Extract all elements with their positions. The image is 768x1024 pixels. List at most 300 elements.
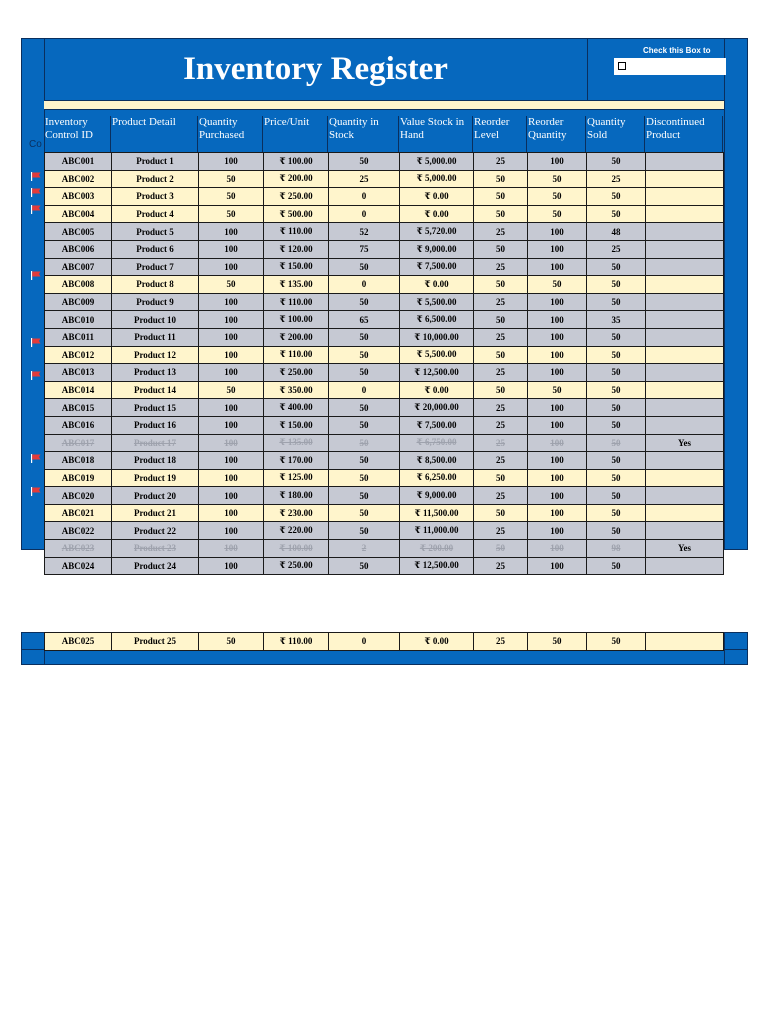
cell-qty-purchased[interactable]: 50	[199, 188, 264, 206]
cell-price-unit[interactable]: ₹ 110.00	[264, 633, 329, 651]
flag-icon	[31, 487, 41, 496]
cell-reorder-qty[interactable]: 100	[528, 399, 587, 417]
cell-product-detail[interactable]: Product 11	[112, 328, 199, 346]
flag-icon	[31, 338, 41, 347]
cell-control-id[interactable]: ABC018	[45, 452, 112, 470]
cell-reorder-level[interactable]: 50	[474, 346, 528, 364]
cell-qty-purchased[interactable]: 100	[199, 434, 264, 452]
header-price-unit[interactable]: Price/Unit	[263, 116, 328, 152]
cell-price-unit[interactable]: ₹ 500.00	[264, 205, 329, 223]
cell-discontinued[interactable]	[646, 188, 724, 206]
cell-reorder-qty[interactable]: 50	[528, 381, 587, 399]
cell-discontinued[interactable]	[646, 416, 724, 434]
cell-product-detail[interactable]: Product 22	[112, 522, 199, 540]
cell-discontinued[interactable]	[646, 293, 724, 311]
cell-qty-in-stock[interactable]: 0	[329, 381, 400, 399]
cell-price-unit[interactable]: ₹ 350.00	[264, 381, 329, 399]
cell-control-id[interactable]: ABC020	[45, 487, 112, 505]
cell-control-id[interactable]: ABC005	[45, 223, 112, 241]
table-row[interactable]	[45, 188, 724, 206]
cell-reorder-qty[interactable]: 100	[528, 434, 587, 452]
cell-qty-sold[interactable]: 50	[587, 188, 646, 206]
cell-reorder-level[interactable]: 50	[474, 540, 528, 558]
cell-product-detail[interactable]: Product 16	[112, 416, 199, 434]
cell-reorder-level[interactable]: 25	[474, 153, 528, 171]
cell-qty-purchased[interactable]: 50	[199, 170, 264, 188]
cell-discontinued[interactable]	[646, 522, 724, 540]
cell-value-stock[interactable]: ₹ 200.00	[400, 540, 474, 558]
cell-qty-in-stock[interactable]: 50	[329, 293, 400, 311]
cell-product-detail[interactable]: Product 9	[112, 293, 199, 311]
cell-qty-purchased[interactable]: 100	[199, 540, 264, 558]
cell-discontinued[interactable]	[646, 205, 724, 223]
cell-qty-in-stock[interactable]: 50	[329, 504, 400, 522]
cell-qty-sold[interactable]: 50	[587, 328, 646, 346]
cell-reorder-qty[interactable]: 50	[528, 188, 587, 206]
cell-qty-in-stock[interactable]: 50	[329, 364, 400, 382]
cell-reorder-level[interactable]: 50	[474, 188, 528, 206]
cell-discontinued[interactable]	[646, 276, 724, 294]
cell-qty-in-stock[interactable]: 2	[329, 540, 400, 558]
cell-price-unit[interactable]: ₹ 400.00	[264, 399, 329, 417]
cell-price-unit[interactable]: ₹ 200.00	[264, 328, 329, 346]
cell-reorder-qty[interactable]: 100	[528, 240, 587, 258]
cell-qty-in-stock[interactable]: 75	[329, 240, 400, 258]
cell-reorder-level[interactable]: 25	[474, 328, 528, 346]
cell-value-stock[interactable]: ₹ 5,720.00	[400, 223, 474, 241]
cell-qty-in-stock[interactable]: 0	[329, 205, 400, 223]
table-row[interactable]	[45, 381, 724, 399]
cell-qty-purchased[interactable]: 100	[199, 504, 264, 522]
cell-control-id[interactable]: ABC010	[45, 311, 112, 329]
flag-icon	[31, 371, 41, 380]
cell-qty-purchased[interactable]: 100	[199, 522, 264, 540]
cell-price-unit[interactable]: ₹ 180.00	[264, 487, 329, 505]
page-title: Inventory Register	[183, 50, 448, 87]
header-qty-in-stock[interactable]: Quantity in Stock	[328, 116, 399, 152]
cell-qty-purchased[interactable]: 100	[199, 452, 264, 470]
cell-discontinued[interactable]: Yes	[646, 540, 724, 558]
cell-discontinued[interactable]	[646, 504, 724, 522]
cell-discontinued[interactable]	[646, 469, 724, 487]
cell-qty-sold[interactable]: 50	[587, 487, 646, 505]
cell-product-detail[interactable]: Product 5	[112, 223, 199, 241]
table-row[interactable]	[45, 276, 724, 294]
cell-qty-in-stock[interactable]: 50	[329, 399, 400, 417]
cell-price-unit[interactable]: ₹ 110.00	[264, 293, 329, 311]
table-row[interactable]	[45, 487, 724, 505]
cell-value-stock[interactable]: ₹ 7,500.00	[400, 258, 474, 276]
cell-value-stock[interactable]: ₹ 6,500.00	[400, 311, 474, 329]
cell-qty-sold[interactable]: 35	[587, 311, 646, 329]
table-row[interactable]	[45, 399, 724, 417]
cell-qty-in-stock[interactable]: 50	[329, 452, 400, 470]
cell-reorder-qty[interactable]: 100	[528, 311, 587, 329]
cell-qty-in-stock[interactable]: 52	[329, 223, 400, 241]
cell-qty-sold[interactable]: 25	[587, 170, 646, 188]
cell-reorder-level[interactable]: 25	[474, 557, 528, 575]
cell-price-unit[interactable]: ₹ 135.00	[264, 434, 329, 452]
flag-icon	[31, 454, 41, 463]
cell-control-id[interactable]: ABC011	[45, 328, 112, 346]
cell-reorder-qty[interactable]: 50	[528, 276, 587, 294]
cell-control-id[interactable]: ABC024	[45, 557, 112, 575]
cell-control-id[interactable]: ABC017	[45, 434, 112, 452]
cell-discontinued[interactable]	[646, 223, 724, 241]
cell-control-id[interactable]: ABC001	[45, 153, 112, 171]
cell-reorder-level[interactable]: 50	[474, 469, 528, 487]
table-row[interactable]	[45, 170, 724, 188]
cell-reorder-level[interactable]: 25	[474, 416, 528, 434]
cell-product-detail[interactable]: Product 18	[112, 452, 199, 470]
cell-value-stock[interactable]: ₹ 5,500.00	[400, 293, 474, 311]
header-control-id[interactable]: Inventory Control ID	[44, 116, 111, 152]
cell-product-detail[interactable]: Product 1	[112, 153, 199, 171]
flag-icon	[31, 172, 41, 181]
cell-reorder-qty[interactable]: 100	[528, 540, 587, 558]
cell-product-detail[interactable]: Product 4	[112, 205, 199, 223]
cell-qty-sold[interactable]: 50	[587, 153, 646, 171]
cell-control-id[interactable]: ABC006	[45, 240, 112, 258]
cell-reorder-qty[interactable]: 100	[528, 522, 587, 540]
cell-product-detail[interactable]: Product 24	[112, 557, 199, 575]
cell-value-stock[interactable]: ₹ 6,750.00	[400, 434, 474, 452]
table-row[interactable]	[45, 240, 724, 258]
table-row[interactable]	[45, 223, 724, 241]
cell-product-detail[interactable]: Product 6	[112, 240, 199, 258]
cell-price-unit[interactable]: ₹ 120.00	[264, 240, 329, 258]
cell-reorder-qty[interactable]: 100	[528, 487, 587, 505]
cell-reorder-qty[interactable]: 100	[528, 328, 587, 346]
cell-discontinued[interactable]	[646, 364, 724, 382]
cell-product-detail[interactable]: Product 13	[112, 364, 199, 382]
cell-reorder-level[interactable]: 25	[474, 452, 528, 470]
cell-control-id[interactable]: ABC013	[45, 364, 112, 382]
cell-qty-purchased[interactable]: 100	[199, 399, 264, 417]
cell-value-stock[interactable]: ₹ 9,000.00	[400, 487, 474, 505]
cell-value-stock[interactable]: ₹ 11,000.00	[400, 522, 474, 540]
header-value-stock[interactable]: Value Stock in Hand	[399, 116, 473, 152]
cell-discontinued[interactable]	[646, 258, 724, 276]
cell-qty-in-stock[interactable]: 0	[329, 633, 400, 651]
cell-product-detail[interactable]: Product 19	[112, 469, 199, 487]
cell-discontinued[interactable]	[646, 170, 724, 188]
cell-value-stock[interactable]: ₹ 5,000.00	[400, 153, 474, 171]
table-row[interactable]	[45, 153, 724, 171]
cell-qty-purchased[interactable]: 100	[199, 346, 264, 364]
table-row[interactable]	[45, 205, 724, 223]
cell-reorder-qty[interactable]: 100	[528, 504, 587, 522]
cell-reorder-level[interactable]: 50	[474, 276, 528, 294]
cell-reorder-qty[interactable]: 100	[528, 364, 587, 382]
cell-value-stock[interactable]: ₹ 0.00	[400, 276, 474, 294]
cell-reorder-level[interactable]: 25	[474, 434, 528, 452]
table-row[interactable]	[45, 522, 724, 540]
cell-qty-in-stock[interactable]: 50	[329, 258, 400, 276]
flag-icon	[31, 205, 41, 214]
cell-qty-in-stock[interactable]: 50	[329, 153, 400, 171]
cell-reorder-level[interactable]: 50	[474, 205, 528, 223]
cell-price-unit[interactable]: ₹ 200.00	[264, 170, 329, 188]
cell-product-detail[interactable]: Product 15	[112, 399, 199, 417]
header-qty-sold[interactable]: Quantity Sold	[586, 116, 645, 152]
cell-reorder-qty[interactable]: 100	[528, 416, 587, 434]
checkbox-cell[interactable]	[614, 58, 726, 75]
cell-value-stock[interactable]: ₹ 0.00	[400, 205, 474, 223]
cell-price-unit[interactable]: ₹ 135.00	[264, 276, 329, 294]
cell-qty-sold[interactable]: 50	[587, 293, 646, 311]
header-qty-purchased[interactable]: Quantity Purchased	[198, 116, 263, 152]
cell-reorder-level[interactable]: 25	[474, 522, 528, 540]
cell-product-detail[interactable]: Product 3	[112, 188, 199, 206]
inventory-table-bottom	[44, 632, 724, 651]
cell-qty-in-stock[interactable]: 50	[329, 469, 400, 487]
table-row[interactable]	[45, 416, 724, 434]
cell-reorder-qty[interactable]: 100	[528, 469, 587, 487]
cell-discontinued[interactable]	[646, 487, 724, 505]
cell-price-unit[interactable]: ₹ 250.00	[264, 557, 329, 575]
cell-qty-purchased[interactable]: 100	[199, 258, 264, 276]
cell-qty-purchased[interactable]: 50	[199, 276, 264, 294]
cell-value-stock[interactable]: ₹ 12,500.00	[400, 364, 474, 382]
header-reorder-qty[interactable]: Reorder Quantity	[527, 116, 586, 152]
cell-product-detail[interactable]: Product 7	[112, 258, 199, 276]
table-row[interactable]	[45, 328, 724, 346]
table-row[interactable]	[45, 452, 724, 470]
cell-discontinued[interactable]	[646, 153, 724, 171]
checkbox-label: Check this Box to	[643, 46, 711, 55]
cell-value-stock[interactable]: ₹ 20,000.00	[400, 399, 474, 417]
cell-product-detail[interactable]: Product 10	[112, 311, 199, 329]
cell-value-stock[interactable]: ₹ 10,000.00	[400, 328, 474, 346]
cell-qty-purchased[interactable]: 50	[199, 381, 264, 399]
cell-control-id[interactable]: ABC015	[45, 399, 112, 417]
cell-price-unit[interactable]: ₹ 110.00	[264, 223, 329, 241]
cell-qty-sold[interactable]: 50	[587, 381, 646, 399]
cell-reorder-level[interactable]: 25	[474, 633, 528, 651]
cell-qty-sold[interactable]: 50	[587, 399, 646, 417]
cell-discontinued[interactable]	[646, 346, 724, 364]
cell-control-id[interactable]: ABC023	[45, 540, 112, 558]
cell-qty-purchased[interactable]: 100	[199, 240, 264, 258]
cell-price-unit[interactable]: ₹ 125.00	[264, 469, 329, 487]
cell-value-stock[interactable]: ₹ 0.00	[400, 633, 474, 651]
cell-discontinued[interactable]	[646, 399, 724, 417]
cell-qty-in-stock[interactable]: 50	[329, 416, 400, 434]
discontinued-checkbox[interactable]	[618, 62, 626, 70]
cell-reorder-qty[interactable]: 100	[528, 346, 587, 364]
cell-reorder-qty[interactable]: 50	[528, 633, 587, 651]
cell-price-unit[interactable]: ₹ 170.00	[264, 452, 329, 470]
cell-qty-sold[interactable]: 50	[587, 633, 646, 651]
cell-reorder-level[interactable]: 25	[474, 364, 528, 382]
table-row[interactable]	[45, 504, 724, 522]
cell-reorder-level[interactable]: 50	[474, 240, 528, 258]
cell-discontinued[interactable]	[646, 240, 724, 258]
cell-value-stock[interactable]: ₹ 6,250.00	[400, 469, 474, 487]
cell-reorder-level[interactable]: 25	[474, 487, 528, 505]
cell-price-unit[interactable]: ₹ 220.00	[264, 522, 329, 540]
cell-qty-in-stock[interactable]: 65	[329, 311, 400, 329]
cell-control-id[interactable]: ABC019	[45, 469, 112, 487]
cell-control-id[interactable]: ABC002	[45, 170, 112, 188]
cell-reorder-qty[interactable]: 100	[528, 452, 587, 470]
cell-control-id[interactable]: ABC022	[45, 522, 112, 540]
table-row[interactable]	[45, 633, 724, 651]
cell-qty-sold[interactable]: 25	[587, 240, 646, 258]
cell-qty-purchased[interactable]: 100	[199, 487, 264, 505]
cell-qty-in-stock[interactable]: 0	[329, 276, 400, 294]
cell-reorder-level[interactable]: 25	[474, 258, 528, 276]
cell-value-stock[interactable]: ₹ 5,000.00	[400, 170, 474, 188]
table-row[interactable]	[45, 557, 724, 575]
cell-reorder-level[interactable]: 25	[474, 399, 528, 417]
cell-price-unit[interactable]: ₹ 100.00	[264, 540, 329, 558]
cell-control-id[interactable]: ABC003	[45, 188, 112, 206]
cell-product-detail[interactable]: Product 21	[112, 504, 199, 522]
cell-qty-sold[interactable]: 50	[587, 469, 646, 487]
cell-value-stock[interactable]: ₹ 7,500.00	[400, 416, 474, 434]
cell-qty-purchased[interactable]: 100	[199, 223, 264, 241]
cell-reorder-qty[interactable]: 50	[528, 205, 587, 223]
corner-label: Co	[29, 139, 42, 150]
cell-reorder-qty[interactable]: 100	[528, 223, 587, 241]
cell-reorder-level[interactable]: 50	[474, 504, 528, 522]
table-row[interactable]	[45, 364, 724, 382]
cell-qty-purchased[interactable]: 50	[199, 205, 264, 223]
cell-control-id[interactable]: ABC007	[45, 258, 112, 276]
cell-control-id[interactable]: ABC012	[45, 346, 112, 364]
cell-control-id[interactable]: ABC014	[45, 381, 112, 399]
cell-qty-sold[interactable]: 98	[587, 540, 646, 558]
cell-discontinued[interactable]	[646, 328, 724, 346]
table-row[interactable]	[45, 311, 724, 329]
header-product-detail[interactable]: Product Detail	[111, 116, 198, 152]
table-row[interactable]	[45, 469, 724, 487]
cell-qty-in-stock[interactable]: 50	[329, 346, 400, 364]
cell-product-detail[interactable]: Product 8	[112, 276, 199, 294]
cell-discontinued[interactable]	[646, 633, 724, 651]
cell-qty-sold[interactable]: 50	[587, 346, 646, 364]
cell-price-unit[interactable]: ₹ 150.00	[264, 416, 329, 434]
table-row[interactable]	[45, 434, 724, 452]
cell-qty-sold[interactable]: 50	[587, 522, 646, 540]
cell-qty-purchased[interactable]: 100	[199, 153, 264, 171]
cell-reorder-qty[interactable]: 100	[528, 293, 587, 311]
cell-reorder-level[interactable]: 25	[474, 223, 528, 241]
table-row[interactable]	[45, 540, 724, 558]
cell-product-detail[interactable]: Product 2	[112, 170, 199, 188]
table-row[interactable]	[45, 258, 724, 276]
right-gutter-line	[724, 38, 725, 550]
cell-value-stock[interactable]: ₹ 11,500.00	[400, 504, 474, 522]
cell-control-id[interactable]: ABC021	[45, 504, 112, 522]
table-row[interactable]	[45, 293, 724, 311]
cell-reorder-level[interactable]: 25	[474, 293, 528, 311]
cell-control-id[interactable]: ABC009	[45, 293, 112, 311]
cell-price-unit[interactable]: ₹ 230.00	[264, 504, 329, 522]
cell-qty-in-stock[interactable]: 25	[329, 170, 400, 188]
cell-qty-sold[interactable]: 50	[587, 504, 646, 522]
cell-product-detail[interactable]: Product 17	[112, 434, 199, 452]
flag-icon	[31, 188, 41, 197]
header-reorder-level[interactable]: Reorder Level	[473, 116, 527, 152]
cell-product-detail[interactable]: Product 12	[112, 346, 199, 364]
cell-value-stock[interactable]: ₹ 9,000.00	[400, 240, 474, 258]
cell-value-stock[interactable]: ₹ 8,500.00	[400, 452, 474, 470]
cell-value-stock[interactable]: ₹ 12,500.00	[400, 557, 474, 575]
cell-qty-purchased[interactable]: 100	[199, 293, 264, 311]
cell-qty-sold[interactable]: 50	[587, 364, 646, 382]
cell-qty-purchased[interactable]: 100	[199, 311, 264, 329]
cell-product-detail[interactable]: Product 23	[112, 540, 199, 558]
cell-price-unit[interactable]: ₹ 100.00	[264, 311, 329, 329]
cell-reorder-level[interactable]: 50	[474, 381, 528, 399]
cell-qty-sold[interactable]: 48	[587, 223, 646, 241]
cell-discontinued[interactable]	[646, 557, 724, 575]
cell-control-id[interactable]: ABC004	[45, 205, 112, 223]
cell-value-stock[interactable]: ₹ 0.00	[400, 188, 474, 206]
cell-qty-in-stock[interactable]: 50	[329, 487, 400, 505]
cell-qty-in-stock[interactable]: 0	[329, 188, 400, 206]
cell-reorder-qty[interactable]: 100	[528, 153, 587, 171]
cell-qty-sold[interactable]: 50	[587, 205, 646, 223]
cell-qty-in-stock[interactable]: 50	[329, 522, 400, 540]
cell-discontinued[interactable]: Yes	[646, 434, 724, 452]
cell-qty-purchased[interactable]: 100	[199, 328, 264, 346]
cell-reorder-qty[interactable]: 50	[528, 170, 587, 188]
cell-discontinued[interactable]	[646, 381, 724, 399]
inventory-table	[44, 152, 724, 575]
header-discontinued[interactable]: Discontinued Product	[645, 116, 723, 152]
cell-qty-in-stock[interactable]: 50	[329, 328, 400, 346]
cell-price-unit[interactable]: ₹ 100.00	[264, 153, 329, 171]
cell-reorder-qty[interactable]: 100	[528, 557, 587, 575]
cell-reorder-qty[interactable]: 100	[528, 258, 587, 276]
cell-reorder-level[interactable]: 50	[474, 170, 528, 188]
cell-qty-purchased[interactable]: 100	[199, 364, 264, 382]
cell-price-unit[interactable]: ₹ 250.00	[264, 364, 329, 382]
table-row[interactable]	[45, 346, 724, 364]
cell-product-detail[interactable]: Product 25	[112, 633, 199, 651]
cell-value-stock[interactable]: ₹ 0.00	[400, 381, 474, 399]
cell-control-id[interactable]: ABC025	[45, 633, 112, 651]
cell-value-stock[interactable]: ₹ 5,500.00	[400, 346, 474, 364]
cell-reorder-level[interactable]: 50	[474, 311, 528, 329]
cell-product-detail[interactable]: Product 14	[112, 381, 199, 399]
cell-qty-sold[interactable]: 50	[587, 276, 646, 294]
cell-product-detail[interactable]: Product 20	[112, 487, 199, 505]
cell-qty-sold[interactable]: 50	[587, 557, 646, 575]
cell-qty-sold[interactable]: 50	[587, 258, 646, 276]
cell-qty-sold[interactable]: 50	[587, 452, 646, 470]
cell-qty-purchased[interactable]: 50	[199, 633, 264, 651]
cell-control-id[interactable]: ABC008	[45, 276, 112, 294]
cell-discontinued[interactable]	[646, 311, 724, 329]
cell-qty-in-stock[interactable]: 50	[329, 557, 400, 575]
cell-qty-purchased[interactable]: 100	[199, 416, 264, 434]
cell-control-id[interactable]: ABC016	[45, 416, 112, 434]
cell-qty-sold[interactable]: 50	[587, 416, 646, 434]
cell-discontinued[interactable]	[646, 452, 724, 470]
cell-qty-purchased[interactable]: 100	[199, 557, 264, 575]
cell-price-unit[interactable]: ₹ 150.00	[264, 258, 329, 276]
cell-qty-in-stock[interactable]: 50	[329, 434, 400, 452]
cell-qty-sold[interactable]: 50	[587, 434, 646, 452]
cell-price-unit[interactable]: ₹ 250.00	[264, 188, 329, 206]
cell-qty-purchased[interactable]: 100	[199, 469, 264, 487]
cell-price-unit[interactable]: ₹ 110.00	[264, 346, 329, 364]
